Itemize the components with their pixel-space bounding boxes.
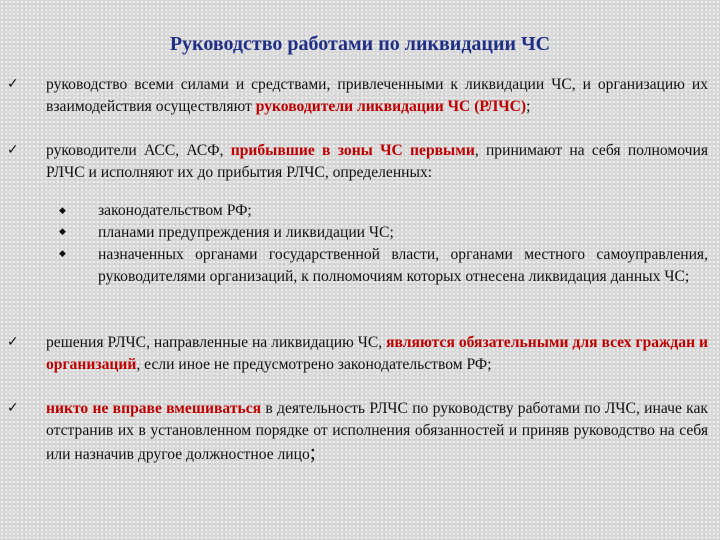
checkmark-icon: ✓ — [7, 142, 19, 158]
diamond-bullet-icon: ◆ — [59, 227, 66, 237]
sub-item-3: назначенных органами государственной власти, органами местного самоуправления, руководителями организаций, к полномочиям которых отнесена ликвидация данных ЧС; — [98, 246, 708, 285]
bullet-text-4 — [46, 398, 708, 466]
checkmark-icon: ✓ — [7, 334, 19, 350]
bullet-3-tail: , если иное не предусмотрено законодательством РФ; — [136, 355, 492, 373]
sub-item-1: законодательством РФ; — [98, 202, 252, 219]
bullet-text-1 — [46, 74, 708, 117]
bullet-2-tail: , принимают на себя полномочия РЛЧС и исполняют их до прибытия РЛЧС, определенных: — [46, 142, 708, 181]
checkmark-icon: ✓ — [7, 76, 19, 92]
diamond-bullet-icon: ◆ — [59, 249, 66, 259]
bullet-text-3 — [46, 332, 708, 375]
bullet-3-highlight: являются обязательными для всех граждан и организаций — [46, 334, 709, 373]
page-title: Руководство работами по ликвидации ЧС — [169, 33, 551, 55]
bullet-2-highlight: прибывшие в зоны ЧС первыми — [230, 142, 475, 159]
bullet-4-highlight: никто не вправе вмешиваться — [46, 400, 262, 417]
bullet-text-2 — [46, 140, 708, 183]
bullet-1-highlight: руководители ликвидации ЧС (РЛЧС) — [255, 97, 527, 115]
bullet-3-text: решения РЛЧС, направленные на ликвидацию ЧС, — [46, 334, 387, 351]
bullet-4-text: в деятельность РЛЧС по руководству работами по ЛЧС, иначе как отстранив их в установленном порядке от исполнения обязанностей и приняв руководство на себя или назначив другое должностное лицо — [46, 400, 708, 463]
bullet-2-text: руководители АСС, АСФ, — [46, 142, 231, 159]
bullet-1-text: руководство всеми силами и средствами, привлеченными к ликвидации ЧС, и организацию их взаимодействия осуществляют — [46, 76, 708, 115]
sub-item-2: планами предупреждения и ликвидации ЧС; — [98, 224, 394, 241]
checkmark-icon: ✓ — [7, 400, 19, 416]
bullet-4-tail: ; — [309, 439, 316, 464]
bullet-1-tail: ; — [526, 97, 531, 115]
diamond-bullet-icon: ◆ — [59, 206, 66, 216]
